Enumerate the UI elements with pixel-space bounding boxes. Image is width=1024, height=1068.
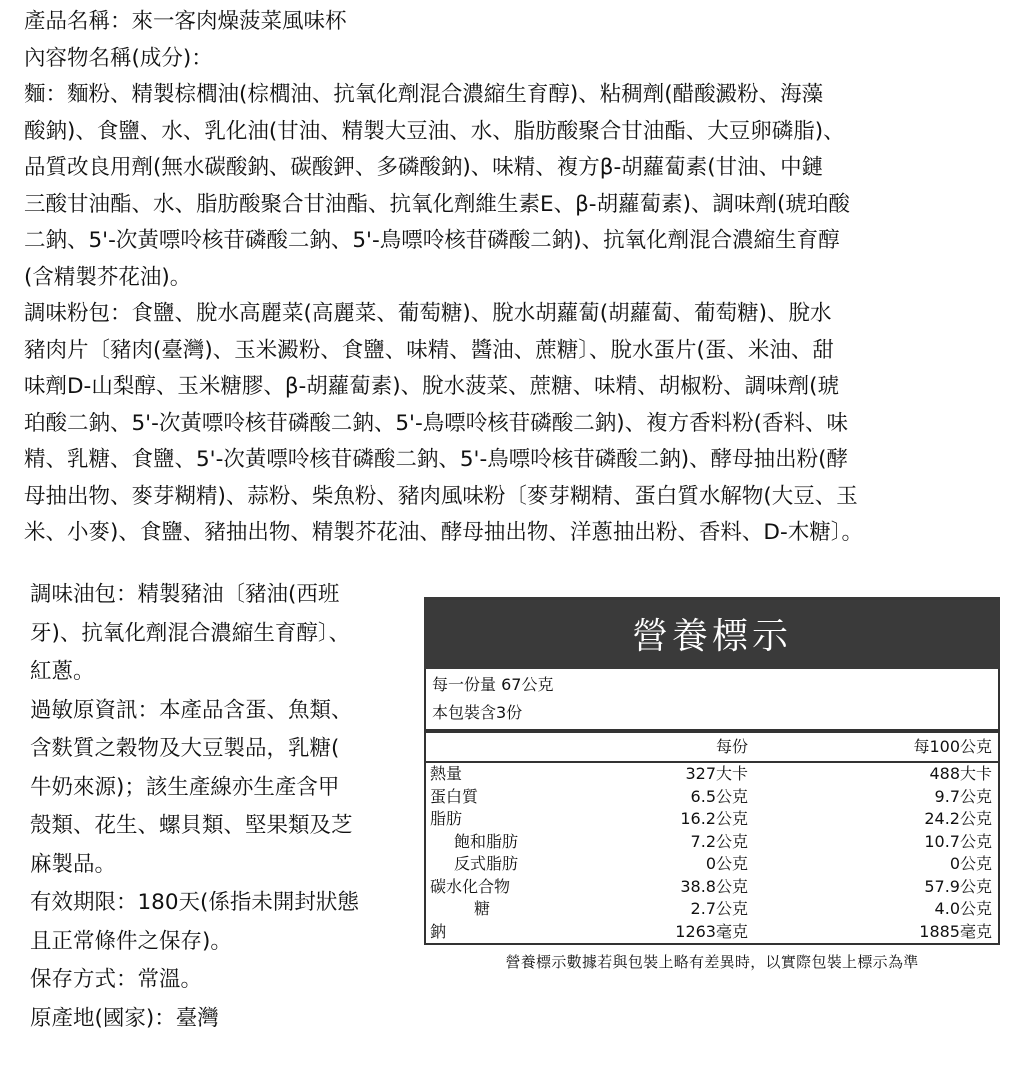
nutrition-row-protein (426, 786, 998, 809)
nutrition-rows (426, 763, 998, 943)
nutrition-column-header (426, 733, 998, 761)
ingredients-line: 三酸甘油酯、水、脂肪酸聚合甘油酯、抗氧化劑維生素E、β-胡蘿蔔素)、調味劑(琥珀酸 (24, 191, 850, 217)
row-label: 糖 (474, 899, 491, 918)
allergen-line: 麻製品。 (30, 851, 117, 877)
product-name-line: 產品名稱：來一客肉燥菠菜風味杯 (24, 9, 347, 34)
seasoning-powder-line: 珀酸二鈉、5'-次黃嘌呤核苷磷酸二鈉、5'-鳥嘌呤核苷磷酸二鈉)、複方香料粉(香料、味 (24, 410, 848, 436)
row-per-100g: 24.2公克 (924, 809, 992, 828)
ingredients-line: 品質改良用劑(無水碳酸鈉、碳酸鉀、多磷酸鈉)、味精、複方β-胡蘿蔔素(甘油、中鏈 (24, 155, 824, 180)
ingredients-line: 酸鈉)、食鹽、水、乳化油(甘油、精製大豆油、水、脂肪酸聚合甘油酯、大豆卵磷脂)、 (24, 118, 845, 144)
seasoning-powder-line: 豬肉片〔豬肉(臺灣)、玉米澱粉、食鹽、味精、醬油、蔗糖〕、脫水蛋片(蛋、米油、甜 (24, 337, 834, 363)
allergen-line: 牛奶來源)；該生產線亦生產含甲 (30, 774, 340, 800)
row-per-serving: 327大卡 (685, 764, 748, 783)
serving-size: 每一份量 67公克 (432, 675, 554, 694)
seasoning-powder-line: 母抽出物、麥芽糊精)、蒜粉、柴魚粉、豬肉風味粉〔麥芽糊精、蛋白質水解物(大豆、玉 (24, 483, 858, 509)
row-per-100g: 9.7公克 (934, 786, 992, 806)
row-label: 鈉 (430, 921, 447, 941)
ingredients-line: 二鈉、5'-次黃嘌呤核苷磷酸二鈉、5'-鳥嘌呤核苷磷酸二鈉)、抗氧化劑混合濃縮生育醇 (24, 228, 840, 253)
nutrition-disclaimer: 營養標示數據若與包裝上略有差異時，以實際包裝上標示為準 (505, 953, 919, 971)
row-per-serving: 1263毫克 (675, 921, 748, 941)
row-per-100g: 488大卡 (929, 764, 992, 783)
shelf-life-line: 且正常條件之保存)。 (30, 928, 232, 954)
row-label: 脂肪 (430, 809, 463, 828)
seasoning-powder-line: 精、乳糖、食鹽、5'-次黃嘌呤核苷磷酸二鈉、5'-鳥嘌呤核苷磷酸二鈉)、酵母抽出粉(酵 (24, 447, 848, 472)
nutrition-table (424, 669, 1000, 945)
nutrition-facts-panel (424, 597, 1000, 972)
seasoning-oil-line: 紅蔥。 (30, 659, 95, 684)
row-per-100g: 1885毫克 (919, 921, 992, 941)
servings-per-package: 本包裝含3份 (432, 703, 523, 722)
nutrition-row-trans-fat (426, 853, 998, 876)
row-per-100g: 4.0公克 (934, 899, 992, 918)
shelf-life-line: 有效期限：180天(係指未開封狀態 (30, 890, 359, 915)
storage-line: 保存方式：常溫。 (30, 967, 203, 992)
per-serving-header: 每份 (715, 737, 748, 756)
row-per-serving: 6.5公克 (690, 786, 748, 806)
allergen-line: 過敏原資訊：本產品含蛋、魚類、 (30, 697, 353, 723)
allergen-line: 含麩質之穀物及大豆製品，乳糖( (30, 736, 340, 761)
row-per-serving: 16.2公克 (680, 809, 748, 828)
additional-info-block (30, 576, 410, 1038)
seasoning-powder-line: 味劑D-山梨醇、玉米糖膠、β-胡蘿蔔素)、脫水菠菜、蔗糖、味精、胡椒粉、調味劑(琥 (24, 374, 840, 399)
seasoning-powder-line: 米、小麥)、食鹽、豬抽出物、精製芥花油、酵母抽出物、洋蔥抽出粉、香料、D-木糖〕。 (24, 520, 863, 545)
row-label: 熱量 (430, 764, 463, 783)
nutrition-row-sodium (426, 921, 998, 944)
row-per-serving: 2.7公克 (690, 899, 748, 918)
seasoning-oil-line: 牙)、抗氧化劑混合濃縮生育醇〕、 (30, 620, 351, 646)
per-100g-header: 每100公克 (913, 737, 992, 756)
ingredients-block (24, 4, 1004, 552)
ingredients-line: 麵：麵粉、精製棕櫚油(棕櫚油、抗氧化劑混合濃縮生育醇)、粘稠劑(醋酸澱粉、海藻 (24, 82, 824, 107)
nutrition-row-fat (426, 808, 998, 831)
row-label: 飽和脂肪 (454, 831, 519, 851)
row-label: 碳水化合物 (430, 876, 511, 896)
row-label: 蛋白質 (430, 786, 479, 806)
row-per-serving: 0公克 (705, 854, 748, 873)
row-label: 反式脂肪 (454, 854, 519, 873)
nutrition-row-calories (426, 763, 998, 786)
origin-line: 原產地(國家)：臺灣 (30, 1005, 219, 1031)
row-per-serving: 7.2公克 (690, 831, 748, 851)
ingredients-line: (含精製芥花油)。 (24, 264, 192, 290)
nutrition-row-carbohydrate (426, 876, 998, 899)
nutrition-row-saturated-fat (426, 831, 998, 854)
row-per-100g: 57.9公克 (924, 876, 992, 896)
row-per-100g: 0公克 (949, 854, 992, 873)
seasoning-oil-line: 調味油包：精製豬油〔豬油(西班 (30, 582, 340, 607)
row-per-100g: 10.7公克 (924, 831, 992, 851)
header-blank (426, 733, 606, 761)
nutrition-row-sugar (426, 898, 998, 921)
nutrition-meta (426, 669, 998, 729)
row-per-serving: 38.8公克 (680, 876, 748, 896)
allergen-line: 殼類、花生、螺貝類、堅果類及芝 (30, 813, 353, 838)
nutrition-title: 營養標示 (424, 597, 1000, 669)
contents-heading-line: 內容物名稱(成分)： (24, 45, 213, 71)
seasoning-powder-line: 調味粉包：食鹽、脫水高麗菜(高麗菜、葡萄糖)、脫水胡蘿蔔(胡蘿蔔、葡萄糖)、脫水 (24, 301, 832, 326)
